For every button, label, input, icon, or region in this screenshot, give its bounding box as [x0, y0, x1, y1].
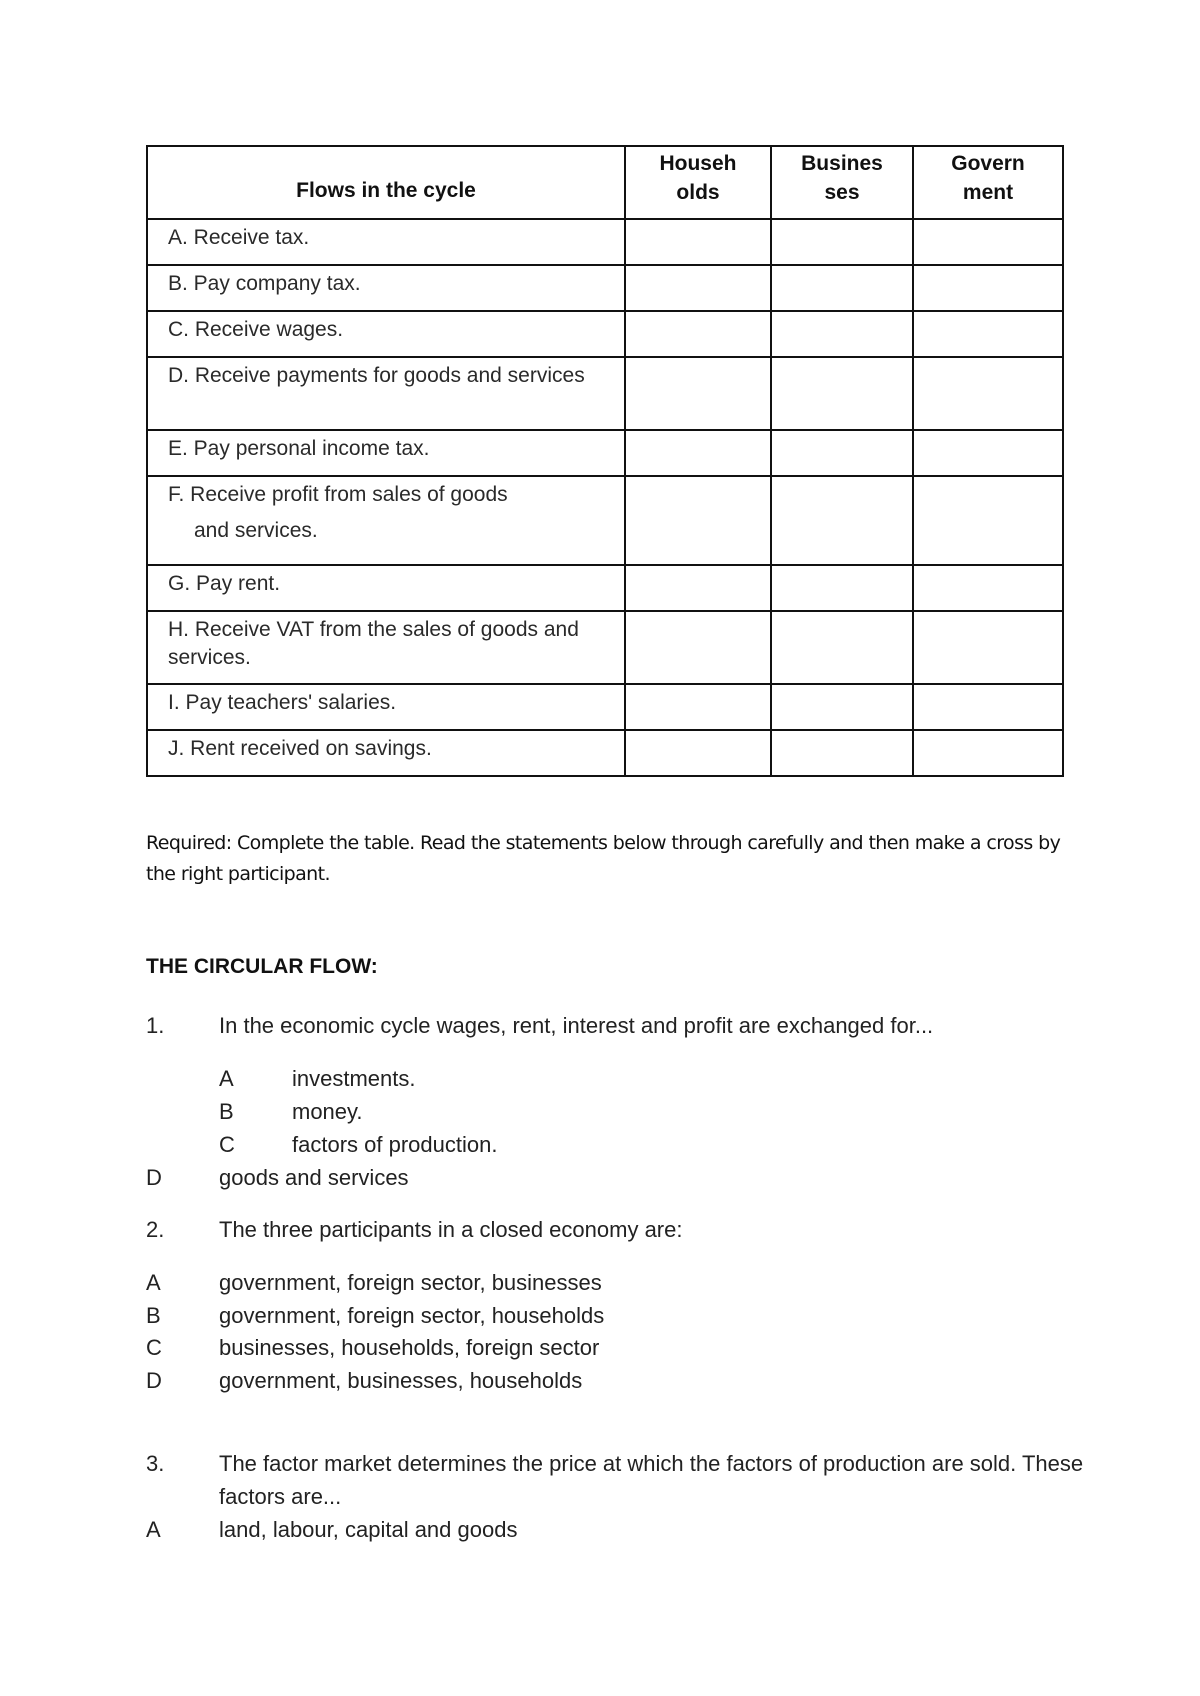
option-text: land, labour, capital and goods	[219, 1517, 518, 1542]
table-row	[147, 265, 1063, 311]
flows-table	[146, 145, 1064, 777]
option-letter: A	[146, 1270, 161, 1295]
businesses-cell[interactable]	[771, 265, 913, 311]
government-cell[interactable]	[913, 219, 1063, 265]
flow-label: J. Rent received on savings.	[147, 730, 625, 776]
flow-label: H. Receive VAT from the sales of goods and services.	[147, 611, 625, 684]
households-cell[interactable]	[625, 611, 771, 684]
businesses-cell[interactable]	[771, 684, 913, 730]
government-cell[interactable]	[913, 311, 1063, 357]
businesses-cell[interactable]	[771, 565, 913, 611]
question-text: The three participants in a closed economy are:	[219, 1217, 683, 1242]
question-text: The factor market determines the price at which the factors of production are sold. These factors are...	[219, 1451, 1084, 1509]
households-cell[interactable]	[625, 476, 771, 565]
flow-label: G. Pay rent.	[147, 565, 625, 611]
businesses-cell[interactable]	[771, 357, 913, 430]
question-number: 2.	[146, 1217, 165, 1242]
flow-label: C. Receive wages.	[147, 311, 625, 357]
businesses-cell[interactable]	[771, 430, 913, 476]
header-businesses: Busines ses	[771, 146, 913, 219]
question-number: 1.	[146, 1013, 165, 1038]
header-flows: Flows in the cycle	[147, 146, 625, 219]
flow-label: D. Receive payments for goods and services	[147, 357, 625, 430]
flow-label	[147, 476, 625, 565]
option-text: investments.	[292, 1066, 416, 1091]
question-number: 3.	[146, 1451, 165, 1476]
question-text: In the economic cycle wages, rent, interest and profit are exchanged for...	[219, 1013, 934, 1038]
option-text: businesses, households, foreign sector	[219, 1335, 600, 1360]
option-text: government, foreign sector, businesses	[219, 1270, 602, 1295]
flow-label: A. Receive tax.	[147, 219, 625, 265]
flow-label-line: F. Receive profit from sales of goods	[168, 483, 508, 506]
option-text: factors of production.	[292, 1132, 498, 1157]
businesses-cell[interactable]	[771, 219, 913, 265]
households-cell[interactable]	[625, 730, 771, 776]
government-cell[interactable]	[913, 565, 1063, 611]
government-cell[interactable]	[913, 611, 1063, 684]
option-letter: A	[146, 1517, 161, 1542]
businesses-cell[interactable]	[771, 311, 913, 357]
option-letter: B	[219, 1099, 234, 1124]
table-row	[147, 311, 1063, 357]
option-letter: B	[146, 1303, 161, 1328]
table-row	[147, 430, 1063, 476]
option-text: goods and services	[219, 1165, 409, 1190]
households-cell[interactable]	[625, 357, 771, 430]
option-letter: D	[146, 1165, 162, 1190]
government-cell[interactable]	[913, 476, 1063, 565]
flow-label: B. Pay company tax.	[147, 265, 625, 311]
option-text: money.	[292, 1099, 363, 1124]
table-row	[147, 476, 1063, 565]
header-government: Govern ment	[913, 146, 1063, 219]
option-letter: C	[219, 1132, 235, 1157]
option-letter: A	[219, 1066, 234, 1091]
government-cell[interactable]	[913, 730, 1063, 776]
option-letter: C	[146, 1335, 162, 1360]
flow-label-continuation: and services.	[194, 519, 318, 542]
flow-label: E. Pay personal income tax.	[147, 430, 625, 476]
households-cell[interactable]	[625, 565, 771, 611]
flow-label: I. Pay teachers' salaries.	[147, 684, 625, 730]
table-row	[147, 730, 1063, 776]
table-row	[147, 357, 1063, 430]
government-cell[interactable]	[913, 430, 1063, 476]
header-households: Househ olds	[625, 146, 771, 219]
table-header-row	[147, 146, 1063, 219]
required-instructions: Required: Complete the table. Read the statements below through carefully and then make a cross by the right participant.	[146, 832, 1061, 885]
households-cell[interactable]	[625, 684, 771, 730]
government-cell[interactable]	[913, 684, 1063, 730]
businesses-cell[interactable]	[771, 476, 913, 565]
businesses-cell[interactable]	[771, 730, 913, 776]
households-cell[interactable]	[625, 265, 771, 311]
option-letter: D	[146, 1368, 162, 1393]
households-cell[interactable]	[625, 219, 771, 265]
households-cell[interactable]	[625, 430, 771, 476]
option-text: government, foreign sector, households	[219, 1303, 605, 1328]
table-row	[147, 684, 1063, 730]
table-row	[147, 611, 1063, 684]
businesses-cell[interactable]	[771, 611, 913, 684]
table-row	[147, 219, 1063, 265]
households-cell[interactable]	[625, 311, 771, 357]
option-text: government, businesses, households	[219, 1368, 583, 1393]
government-cell[interactable]	[913, 357, 1063, 430]
section-title: THE CIRCULAR FLOW:	[146, 955, 378, 978]
government-cell[interactable]	[913, 265, 1063, 311]
table-row	[147, 565, 1063, 611]
